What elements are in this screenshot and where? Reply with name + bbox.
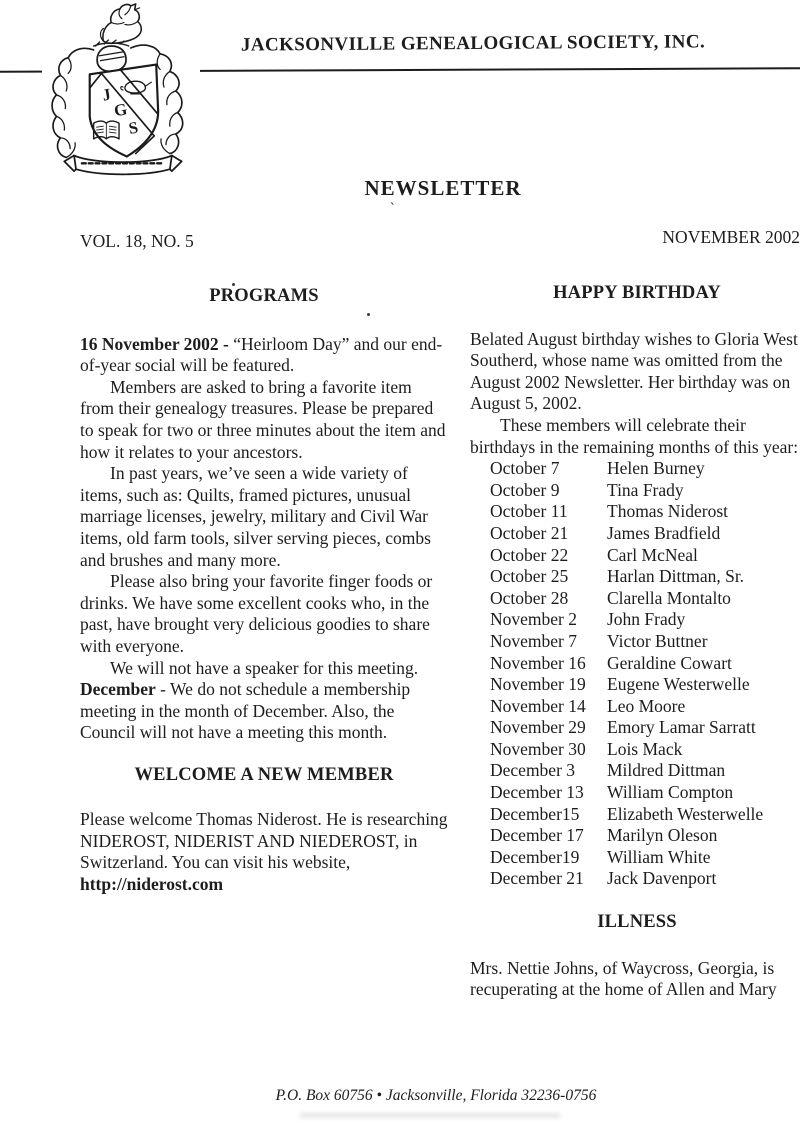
birthday-row (470, 545, 800, 567)
birthday-date: December 3 (490, 760, 576, 781)
birthday-date: November 16 (490, 652, 586, 673)
birthday-date: December 13 (490, 782, 584, 803)
illness-heading: ILLNESS (597, 912, 677, 933)
birthday-list (470, 458, 800, 890)
birthday-paragraph-2: These members will celebrate their birthdays in the remaining months of this year: (470, 414, 799, 457)
birthday-row (470, 588, 800, 610)
birthday-date: October 7 (490, 458, 560, 479)
birthday-date: December 17 (490, 825, 584, 846)
birthday-date: October 22 (490, 544, 569, 565)
birthday-paragraph-1: Belated August birthday wishes to Gloria West Southerd, whose name was omitted from the August 2002 Newsletter. Her birthday was on August 5, 2002. (470, 328, 798, 414)
lion-crest-figure (100, 4, 141, 43)
birthday-row (470, 782, 800, 804)
welcome-text: Please welcome Thomas Niderost. He is researching NIDEROST, NIDERIST AND NIEDEROST, in Switzerland. You can visit his website, (80, 809, 448, 873)
birthday-name: Carl McNeal (607, 544, 698, 565)
birthday-row (470, 609, 800, 631)
newsletter-title: NEWSLETTER (364, 176, 522, 200)
birthday-name: Jack Davenport (607, 868, 717, 889)
birthday-row (470, 760, 800, 782)
birthday-row (470, 825, 800, 847)
programs-paragraph-3: In past years, we’ve seen a wide variety of items, such as: Quilts, framed pictures, unusual marriage licenses, jewelry, military and Civil War items, old farm tools, silver serving pieces, combs and brushes and many more. (80, 463, 431, 570)
birthday-date: October 21 (490, 522, 569, 543)
birthday-name: Tina Frady (607, 479, 684, 500)
birthday-name: Marilyn Oleson (607, 825, 718, 846)
programs-paragraph-4: Please also bring your favorite finger foods or drinks. We have some excellent cooks who, in the past, have brought very delicious goodies to share with everyone. (80, 571, 433, 656)
crest-icon (42, 2, 200, 178)
event-date-lead: 16 November 2002 - (80, 333, 234, 354)
birthday-name: Emory Lamar Sarratt (607, 717, 756, 738)
monogram-letter-g: G (112, 99, 129, 121)
birthday-name: William White (607, 846, 711, 867)
birthday-date: October 28 (490, 587, 569, 608)
birthday-row (470, 480, 800, 502)
jgs-coat-of-arms-logo (42, 2, 200, 178)
birthday-date: November 2 (490, 609, 577, 630)
birthday-name: Lois Mack (607, 738, 683, 759)
birthday-row (470, 566, 800, 588)
birthday-date: November 14 (490, 695, 586, 716)
monogram-letter-j: J (100, 84, 113, 105)
birthday-name: Victor Buttner (607, 630, 708, 651)
birthday-date: December19 (490, 846, 580, 867)
motto-banner (64, 156, 181, 175)
birthday-row (470, 631, 800, 653)
birthday-name: Helen Burney (607, 458, 705, 479)
birthday-date: December15 (490, 803, 580, 824)
birthday-name: Mildred Dittman (607, 760, 726, 781)
programs-paragraph-2: Members are asked to bring a favorite item from their genealogy treasures. Please be prepared to speak for two or three minutes about the item and how it relates to your ancestors. (80, 376, 446, 462)
volume-number: VOL. 18, NO. 5 (80, 231, 194, 251)
birthday-row (470, 653, 800, 675)
monogram-letter-s: S (127, 117, 140, 138)
birthday-name: Thomas Niderost (607, 501, 729, 522)
programs-paragraph-1 (80, 334, 448, 377)
birthday-date: November 30 (490, 738, 586, 759)
birthday-row (470, 501, 800, 523)
org-name-title: JACKSONVILLE GENEALOGICAL SOCIETY, INC. (240, 31, 706, 56)
birthday-row (470, 674, 800, 696)
birthday-row (470, 847, 800, 869)
welcome-member-heading: WELCOME A NEW MEMBER (134, 765, 394, 786)
birthday-name: Leo Moore (607, 695, 686, 716)
birthday-row (470, 458, 800, 480)
happy-birthday-heading: HAPPY BIRTHDAY (553, 283, 721, 303)
right-column (470, 283, 800, 1001)
programs-paragraph-5: We will not have a speaker for this meeting. (110, 657, 419, 678)
birthday-row (470, 523, 800, 545)
birthday-date: October 11 (490, 501, 568, 522)
programs-paragraph-december (80, 679, 448, 744)
footer-address: P.O. Box 60756 • Jacksonville, Florida 32236-0756 (275, 1087, 597, 1104)
birthday-name: William Compton (607, 782, 734, 803)
birthday-name: Harlan Dittman, Sr. (607, 566, 745, 587)
birthday-row (470, 804, 800, 826)
event-description: “Heirloom Day” and our end-of-year social will be featured. (80, 333, 443, 376)
birthday-date: October 25 (490, 566, 569, 587)
birthday-name: Elizabeth Westerwelle (607, 803, 764, 824)
birthday-date: November 19 (490, 674, 586, 695)
birthday-name: John Frady (607, 609, 686, 630)
programs-heading: PROGRAMS (209, 286, 319, 306)
birthday-date: October 9 (490, 479, 560, 500)
scan-artifact-mark: ` (387, 200, 396, 218)
birthday-row (470, 696, 800, 718)
issue-date: NOVEMBER 2002 (662, 227, 800, 247)
left-column (80, 286, 448, 895)
scan-smudge (300, 1113, 560, 1118)
birthday-name: Geraldine Cowart (607, 652, 732, 673)
birthday-date: November 29 (490, 717, 586, 738)
birthday-name: Eugene Westerwelle (607, 674, 750, 695)
birthday-date: December 21 (490, 868, 584, 889)
birthday-name: Clarella Montalto (607, 587, 731, 608)
mantling-left (52, 48, 94, 157)
birthday-date: November 7 (490, 630, 577, 651)
birthday-row (470, 868, 800, 890)
december-lead: December (80, 679, 156, 700)
birthday-row (470, 717, 800, 739)
birthday-row (470, 739, 800, 761)
helmet (97, 46, 126, 71)
birthday-name: James Bradfield (607, 522, 721, 543)
december-text: - We do not schedule a membership meeting in the month of December. Also, the Council will not have a meeting this month. (80, 679, 411, 743)
welcome-member-paragraph (80, 809, 448, 895)
illness-paragraph: Mrs. Nettie Johns, of Waycross, Georgia, is recuperating at the home of Allen and Mary (470, 957, 777, 1000)
member-website-url: http://niderost.com (80, 873, 224, 894)
